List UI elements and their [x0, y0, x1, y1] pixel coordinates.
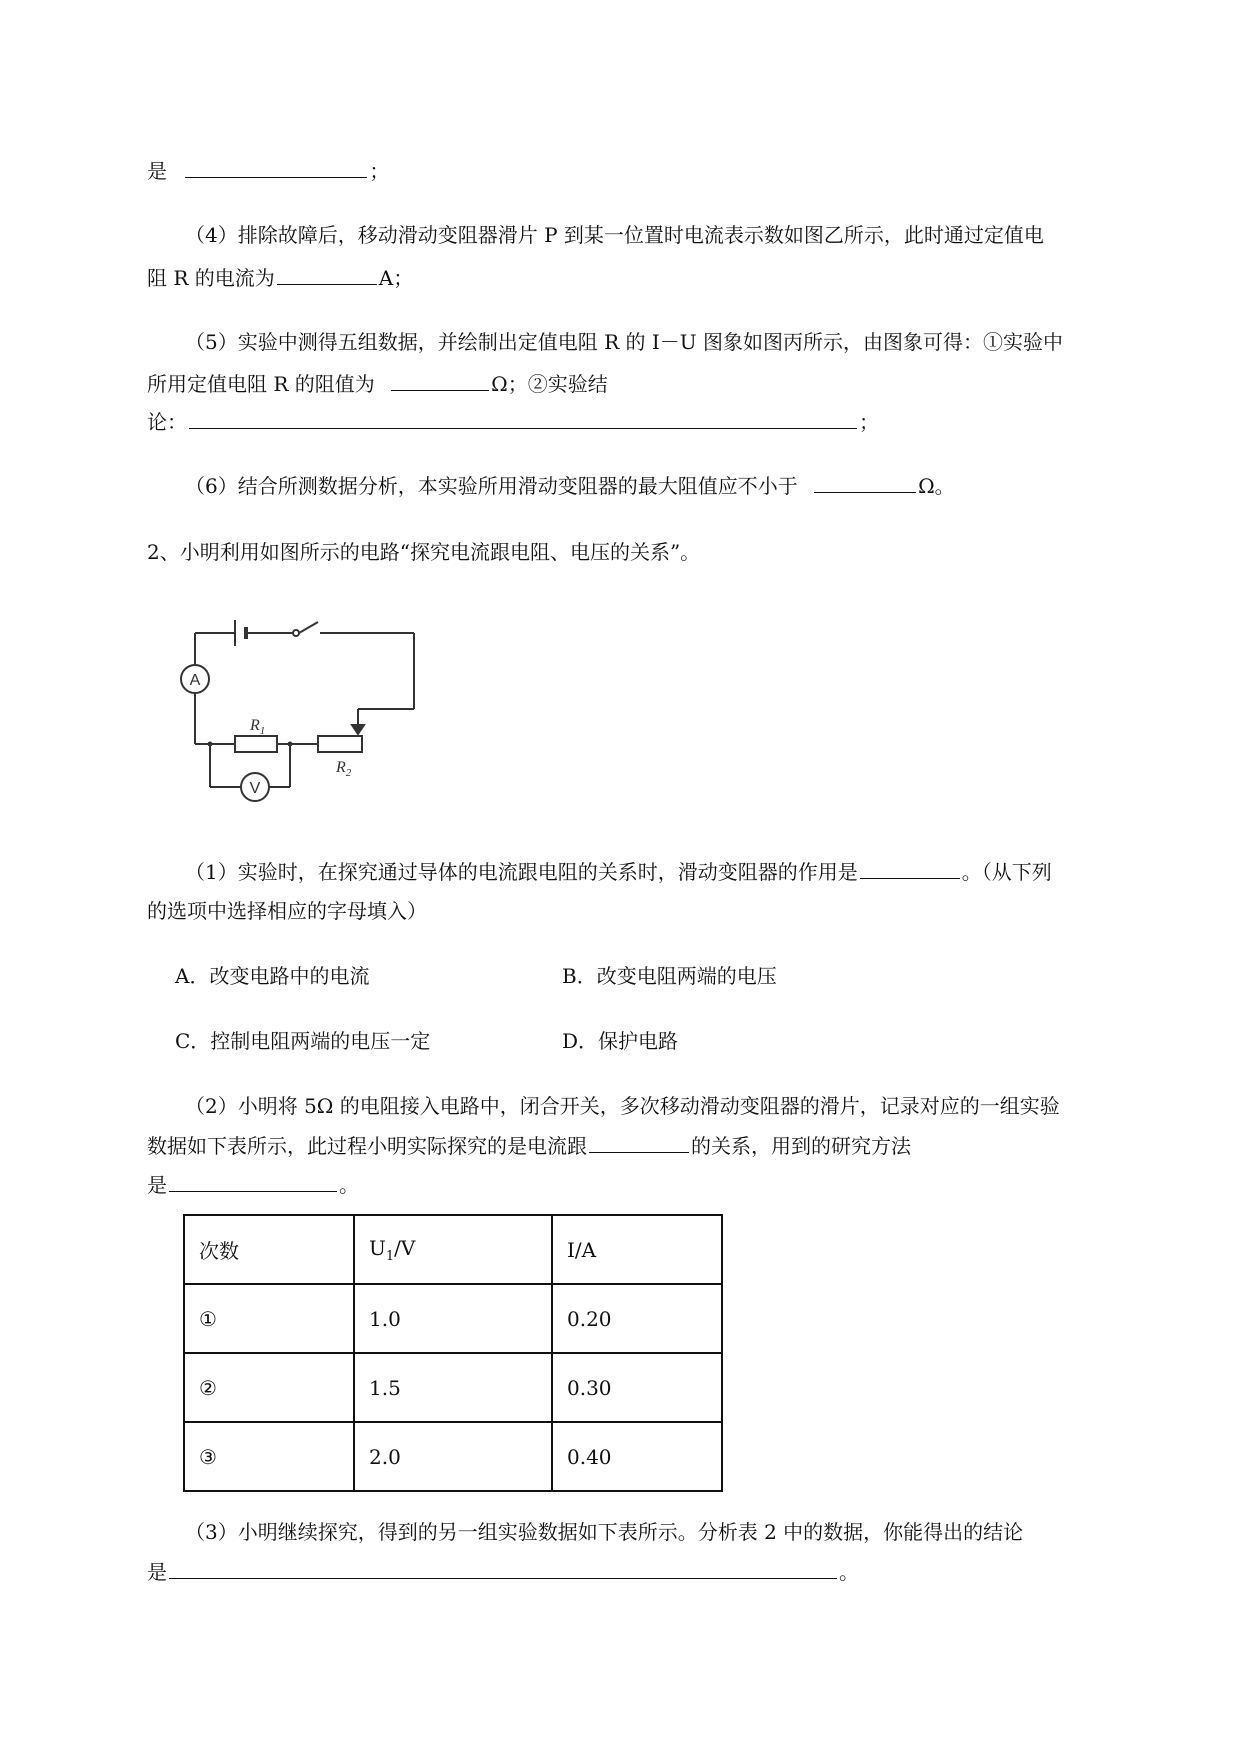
q1-p4-line1: （4）排除故障后，移动滑动变阻器滑片 P 到某一位置时电流表示数如图乙所示，此时通过定值电: [185, 223, 1044, 247]
q2-p2-line1: （2）小明将 5Ω 的电阻接入电路中，闭合开关，多次移动滑动变阻器的滑片，记录对应的一组实验: [185, 1094, 1060, 1118]
q1-p6: [185, 472, 955, 500]
switch-lever: [299, 622, 318, 633]
table-row: [184, 1353, 722, 1422]
q2-p3-line2: [147, 1558, 859, 1586]
option-a: A．改变电路中的电流: [175, 964, 370, 988]
q1-p4-line2: [147, 264, 413, 292]
table-cell: 0.30: [552, 1353, 722, 1422]
q1-p5-line3: [147, 408, 879, 436]
text: A；: [378, 266, 414, 290]
text: （6）结合所测数据分析，本实验所用滑动变阻器的最大阻值应不小于: [185, 474, 798, 498]
resistor-r2: [318, 736, 362, 752]
text: Ω；②实验结: [491, 372, 608, 396]
r1-label: $R_1$: [250, 717, 266, 737]
text: ；: [859, 410, 879, 434]
table-cell: ①: [184, 1284, 354, 1353]
text: 论：: [147, 410, 187, 434]
answer-blank[interactable]: [814, 472, 916, 493]
junction-dot: [288, 742, 293, 747]
text: 数据如下表所示，此过程小明实际探究的是电流跟: [147, 1134, 587, 1158]
text: 是: [147, 159, 167, 183]
text: 。: [339, 1173, 359, 1197]
text: ；: [369, 159, 390, 183]
answer-blank[interactable]: [277, 264, 377, 285]
junction-dot: [208, 742, 213, 747]
text: 。: [839, 1560, 859, 1584]
header-cell: $U_1/V$: [354, 1215, 552, 1284]
header-cell: I/A: [552, 1215, 722, 1284]
header-cell: 次数: [184, 1215, 354, 1284]
table-row: [184, 1284, 722, 1353]
q2-title: 2、小明利用如图所示的电路“探究电流跟电阻、电压的关系”。: [147, 540, 701, 564]
table-row: [184, 1422, 722, 1491]
ammeter-label: A: [189, 672, 201, 689]
resistor-r1: [235, 736, 277, 752]
r2-label: $R_2$: [336, 759, 352, 779]
text: 是: [147, 1560, 167, 1584]
q1-p5-line2: [147, 370, 608, 398]
table-cell: 0.40: [552, 1422, 722, 1491]
q2-p3-line1: （3）小明继续探究，得到的另一组实验数据如下表所示。分析表 2 中的数据，你能得出的结论: [185, 1520, 1024, 1544]
table-cell: 1.5: [354, 1353, 552, 1422]
table-header-row: [184, 1215, 722, 1284]
switch-contact: [293, 630, 299, 636]
option-b: B．改变电阻两端的电压: [562, 964, 777, 988]
q2-p1-line1: [185, 858, 1052, 886]
slider-arrow: [352, 725, 364, 734]
answer-blank[interactable]: [860, 858, 960, 879]
table-cell: 1.0: [354, 1284, 552, 1353]
answer-blank[interactable]: [169, 1558, 837, 1579]
option-c: C．控制电阻两端的电压一定: [175, 1029, 431, 1053]
answer-blank[interactable]: [589, 1132, 689, 1153]
text: 的关系，用到的研究方法: [691, 1134, 911, 1158]
q2-p2-line2: [147, 1132, 911, 1160]
text: 所用定值电阻 R 的阻值为: [147, 372, 375, 396]
answer-blank[interactable]: [185, 157, 367, 178]
q2-p1-line2: 的选项中选择相应的字母填入）: [147, 899, 427, 923]
text: 。（从下列: [961, 860, 1052, 884]
table-cell: ③: [184, 1422, 354, 1491]
data-table: [183, 1214, 723, 1492]
answer-blank[interactable]: [169, 1171, 337, 1192]
text: （1）实验时，在探究通过导体的电流跟电阻的关系时，滑动变阻器的作用是: [185, 860, 858, 884]
text: 是: [147, 1173, 167, 1197]
table-cell: 2.0: [354, 1422, 552, 1491]
text: Ω。: [918, 474, 955, 498]
q2-p2-line3: [147, 1171, 359, 1199]
option-d: D．保护电路: [562, 1029, 679, 1053]
voltmeter-label: V: [249, 780, 261, 797]
circuit-diagram: [170, 612, 430, 807]
table-cell: 0.20: [552, 1284, 722, 1353]
answer-blank[interactable]: [189, 408, 857, 429]
table-cell: ②: [184, 1353, 354, 1422]
answer-blank[interactable]: [391, 370, 489, 391]
text: 阻 R 的电流为: [147, 266, 275, 290]
q1-line0: [147, 157, 389, 185]
q1-p5-line1: （5）实验中测得五组数据，并绘制出定值电阻 R 的 I－U 图象如图丙所示，由图象可得：①实验中: [185, 330, 1063, 354]
